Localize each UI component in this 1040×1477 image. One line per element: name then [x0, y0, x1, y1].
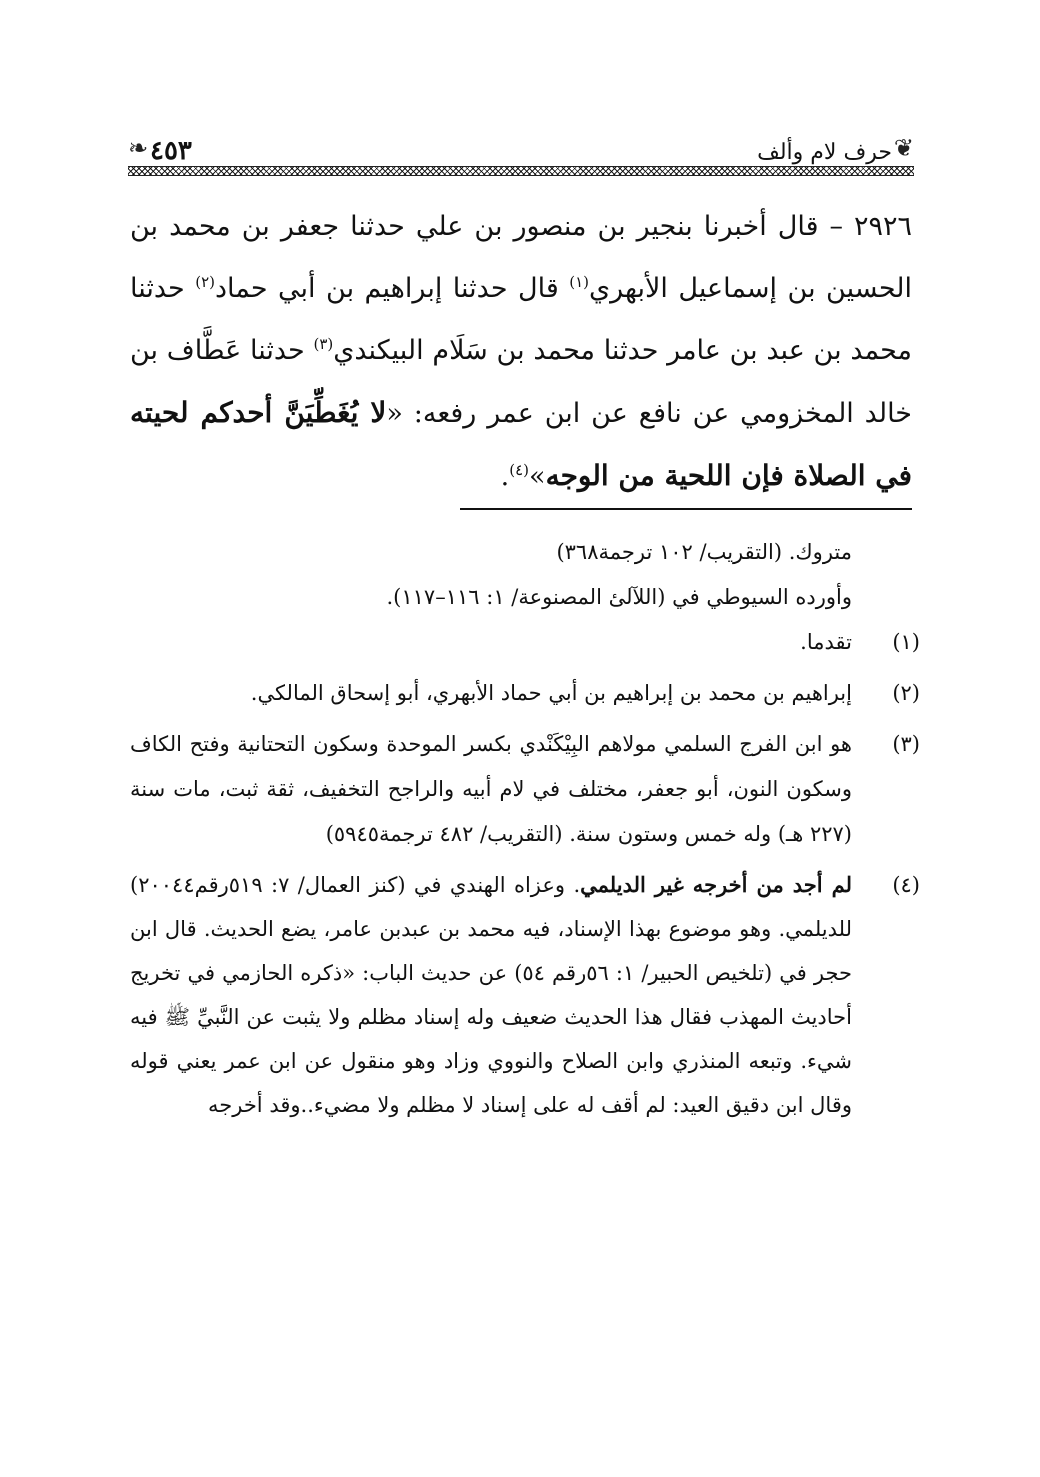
footnote-4: [130, 863, 920, 1127]
footnote-text: هو ابن الفرج السلمي مولاهم البِيْكَنْدي بكسر الموحدة وسكون التحتانية وفتح الكاف وسكون النون، أبو جعفر، مختلف في لام أبيه والراجح التخفيف، ثقة ثبت، مات سنة (٢٢٧ هـ) وله خمس وستون سنة. (التقريب/ ٤٨٢ ترجمة٥٩٤٥): [130, 732, 852, 846]
footnote-number: (٤): [892, 873, 920, 897]
footnote-number: (١): [892, 630, 920, 654]
footnote-ref-1: (١): [569, 273, 590, 291]
footnote-1: [130, 620, 920, 665]
footnote-bold-lead: لم أجد من أخرجه غير الديلمي: [580, 872, 852, 897]
footnote-separator: [460, 508, 912, 510]
hadith-text: [130, 196, 912, 508]
hadith-matn: لا يُغَطِّيَنَّ أحدكم لحيته في الصلاة فإن اللحية من الوجه: [130, 396, 912, 492]
running-header: [128, 128, 914, 176]
hadith-chain-4: حدثنا عَطَّاف بن خالد المخزومي عن نافع عن ابن عمر رفعه: «: [130, 335, 912, 429]
hadith-opening: ٢٩٢٦ – قال أخبرنا بنجير بن منصور بن علي حدثنا جعفر بن محمد بن الحسين بن إسماعيل الأبهري: [130, 211, 913, 304]
ornament-left-icon: ❧: [128, 134, 149, 162]
footnote-2: [130, 671, 920, 716]
carryover-line-1: متروك. (التقريب/ ١٠٢ ترجمة٣٦٨): [556, 540, 852, 564]
carryover-line-2: وأورده السيوطي في (اللآلئ المصنوعة/ ١: ١١٦–١١٧).: [386, 585, 852, 609]
ornament-right-icon: ❦: [893, 134, 914, 162]
footnote-ref-3: (٣): [313, 335, 334, 353]
hadith-close-quote: »: [529, 461, 546, 492]
footnotes: [130, 530, 920, 1127]
chapter-title: حرف لام وألف: [757, 140, 892, 165]
footnote-text: . وعزاه الهندي في (كنز العمال/ ٧: ٥١٩رقم٢٠٠٤٤) للديلمي. وهو موضوع بهذا الإسناد، فيه محمد بن عبدبن عامر، يضع الحديث. قال ابن حجر في (تلخيص الحبير/ ١: ٥٦رقم ٥٤) عن حديث الباب: «ذكره الحازمي في تخريج أحاديث المهذب فقال هذا الحديث ضعيف وله إسناد مظلم ولا يثبت عن النَّبيِّ ﷺ فيه شيء. وتبعه المنذري وابن الصلاح والنووي وزاد وهو منقول عن ابن عمر يعني قوله وقال ابن دقيق العيد: لم أقف له على إسناد لا مظلم ولا مضيء..وقد أخرجه: [130, 873, 852, 1117]
header-ornamental-band: [128, 166, 914, 176]
footnote-text: تقدما.: [800, 630, 852, 654]
page-number: ٤٥٣: [150, 136, 192, 166]
hadith-end: .: [500, 461, 510, 492]
footnote-ref-2: (٢): [195, 273, 216, 291]
hadith-chain-3: حدثنا محمد بن عبد بن عامر حدثنا محمد بن سَلَام البيكندي: [130, 273, 912, 366]
footnote-text: إبراهيم بن محمد بن إبراهيم بن أبي حماد الأبهري، أبو إسحاق المالكي.: [250, 681, 852, 705]
footnote-number: (٢): [892, 681, 920, 705]
hadith-chain-2: قال حدثنا إبراهيم بن أبي حماد: [215, 273, 570, 304]
footnote-3: [130, 722, 920, 857]
hadith-paragraph: [130, 196, 912, 508]
footnote-number: (٣): [892, 732, 920, 756]
footnote-ref-4: (٤): [509, 461, 530, 479]
